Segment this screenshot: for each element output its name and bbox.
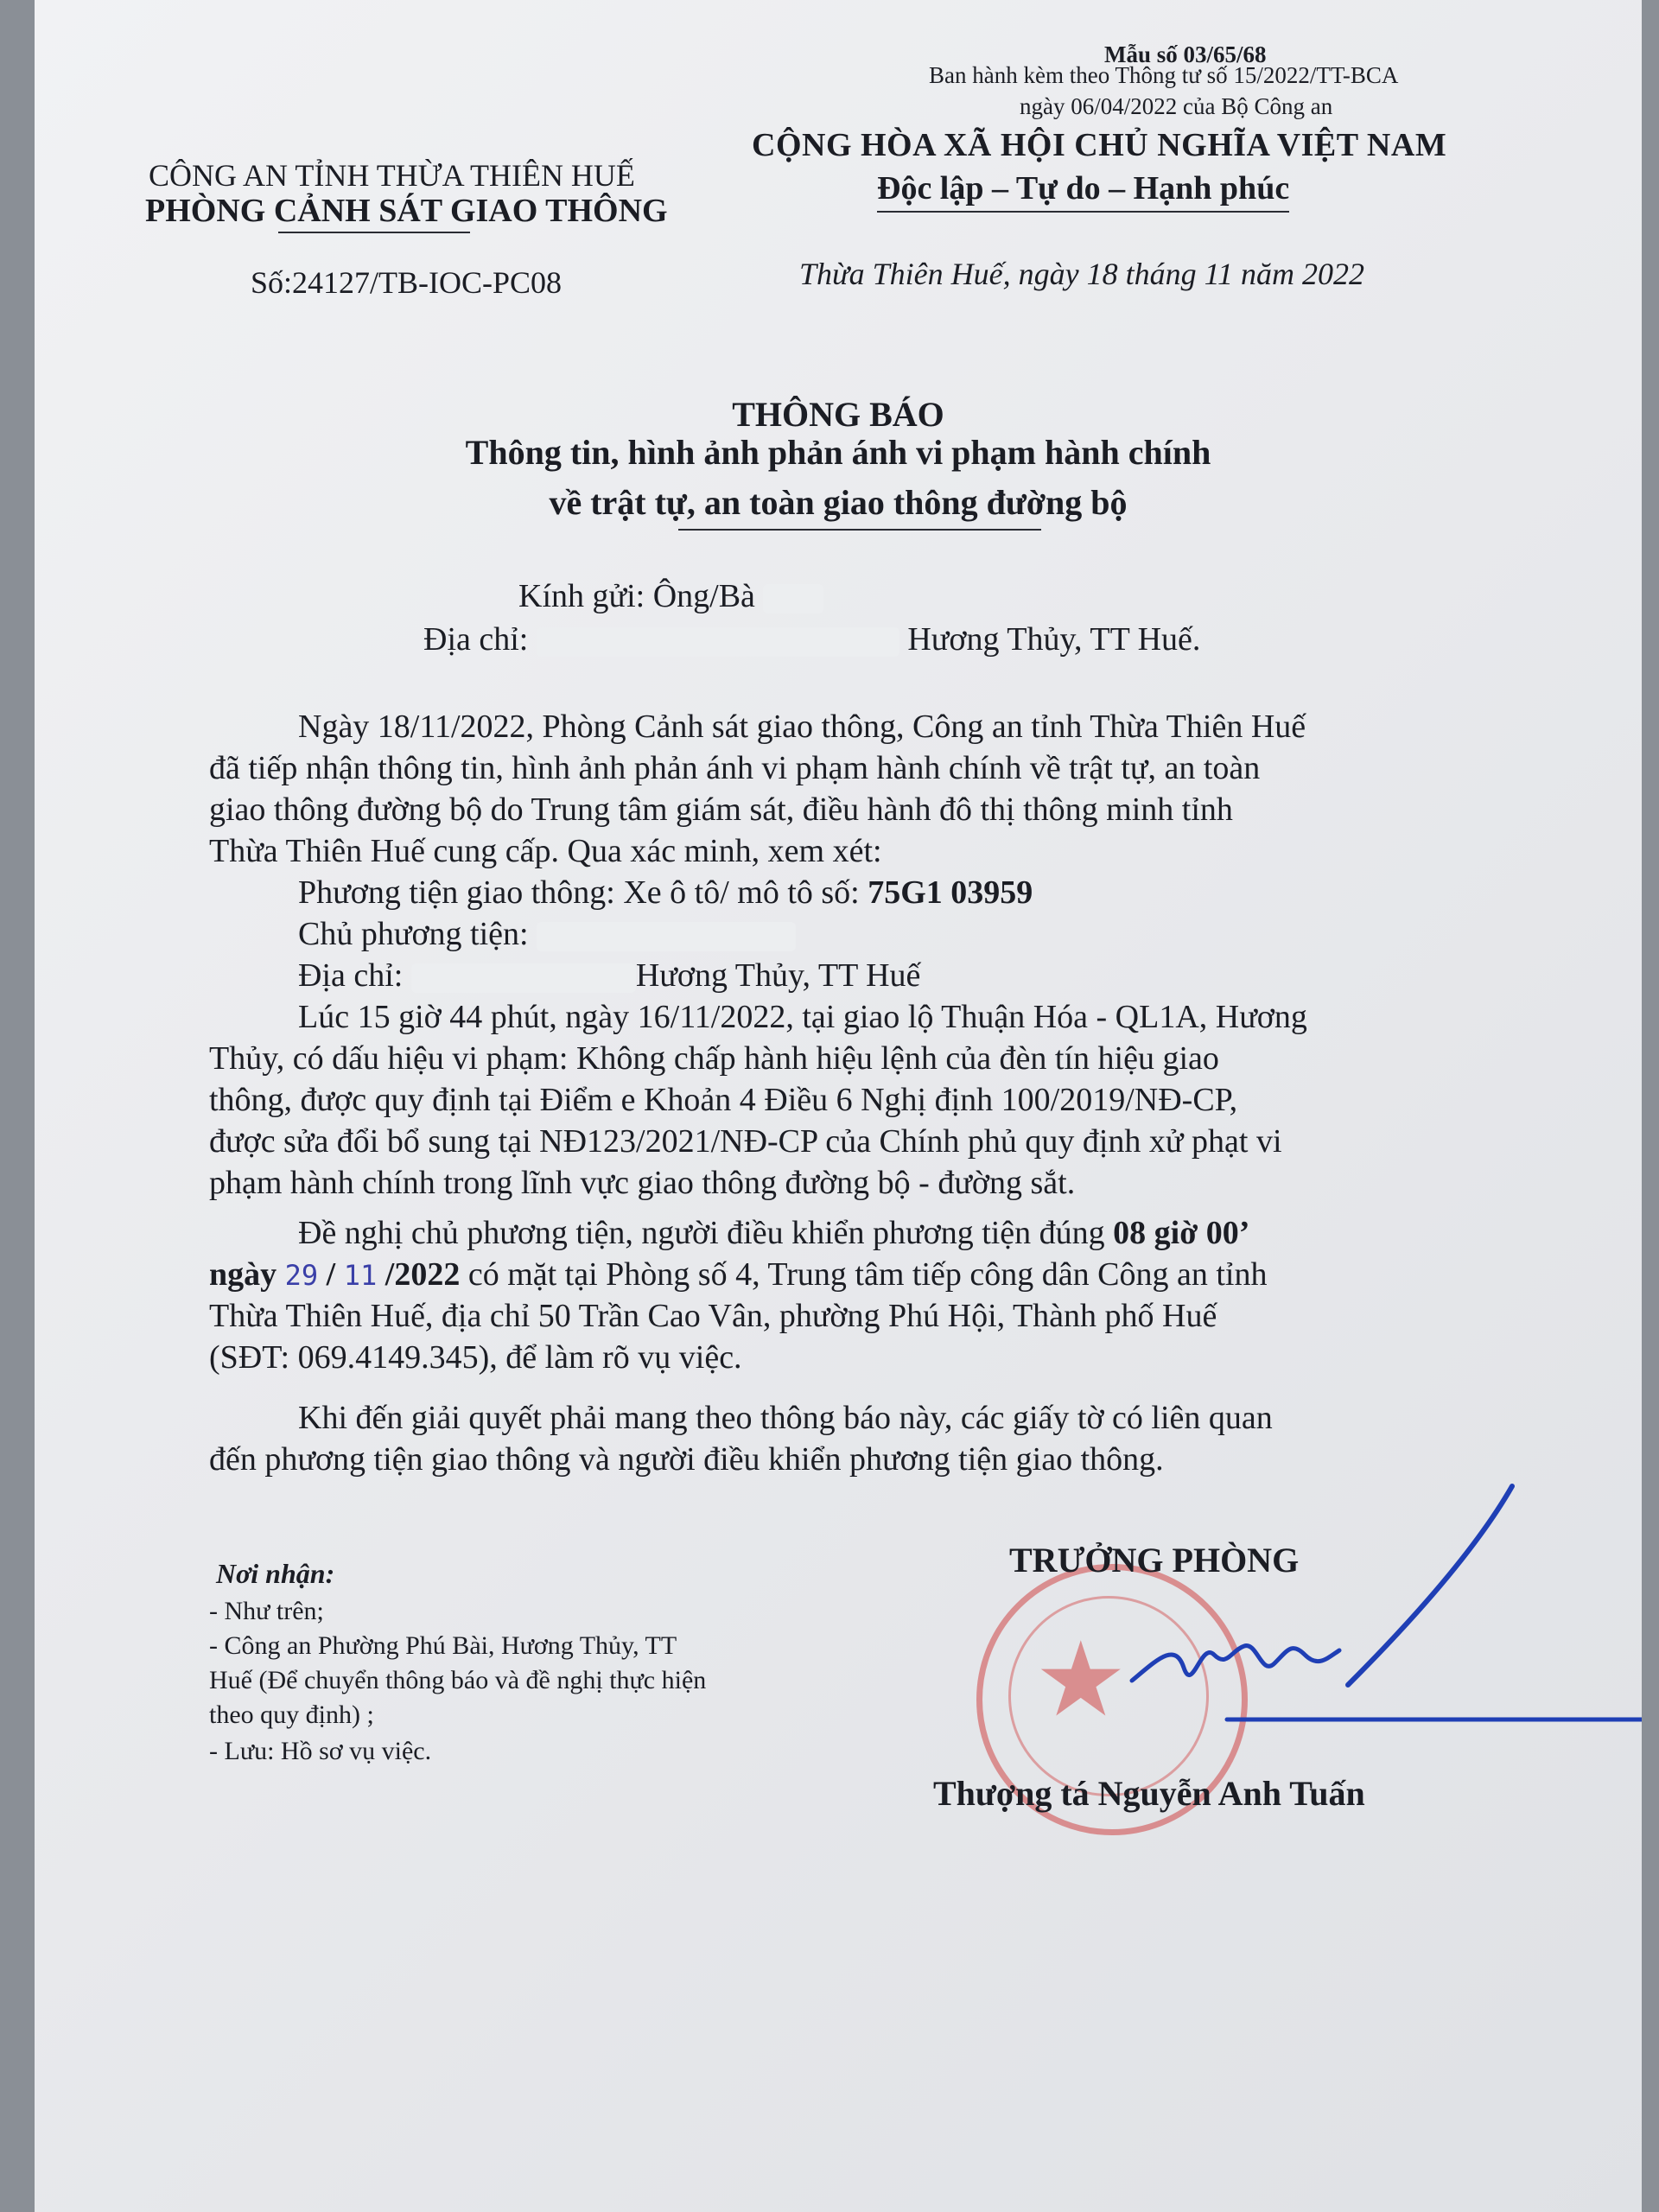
recipient-item: - Như trên;	[209, 1597, 324, 1625]
appointment-date-line: ngày 29 / 11 /2022 có mặt tại Phòng số 4, Trung tâm tiếp công dân Công an tỉnh	[209, 1256, 1268, 1293]
redacted-address	[537, 627, 899, 657]
recipients-heading: Nơi nhận:	[216, 1558, 335, 1589]
body-line: Thừa Thiên Huế cung cấp. Qua xác minh, xem xét:	[209, 833, 882, 869]
recipient-line	[518, 577, 823, 615]
date-label: ngày	[209, 1256, 277, 1293]
body-line: Ngày 18/11/2022, Phòng Cảnh sát giao thông, Công an tỉnh Thừa Thiên Huế	[298, 709, 1306, 745]
form-number: Mẫu số 03/65/68	[1104, 41, 1267, 67]
body-line: (SĐT: 069.4149.345), để làm rõ vụ việc.	[209, 1339, 742, 1376]
recipient-item: theo quy định) ;	[209, 1700, 374, 1729]
document-subtitle-line1: Thông tin, hình ảnh phản ánh vi phạm hành chính	[465, 433, 1211, 472]
place-and-date: Thừa Thiên Huế, ngày 18 tháng 11 năm 2022	[799, 257, 1364, 291]
body-line: Khi đến giải quyết phải mang theo thông báo này, các giấy tờ có liên quan	[298, 1400, 1273, 1436]
redacted-owner-address	[411, 963, 636, 993]
title-underline	[678, 529, 1041, 531]
recipient-label: Kính gửi: Ông/Bà	[518, 578, 755, 614]
address-label: Địa chỉ:	[423, 621, 529, 658]
vehicle-label: Phương tiện giao thông: Xe ô tô/ mô tô số:	[298, 874, 868, 911]
document-title: THÔNG BÁO	[732, 395, 944, 434]
owner-address-label: Địa chỉ:	[298, 957, 404, 994]
national-motto: Độc lập – Tự do – Hạnh phúc	[877, 169, 1289, 213]
owner-address-line	[298, 956, 920, 995]
owner-address-visible: Hương Thủy, TT Huế	[635, 957, 921, 994]
issued-basis-line2: ngày 06/04/2022 của Bộ Công an	[1020, 93, 1333, 119]
handwritten-month: 11	[343, 1259, 378, 1292]
owner-line	[298, 914, 796, 954]
body-line: đến phương tiện giao thông và người điều khiển phương tiện giao thông.	[209, 1441, 1164, 1478]
country-name: CỘNG HÒA XÃ HỘI CHỦ NGHĨA VIỆT NAM	[752, 127, 1447, 163]
document-page	[35, 0, 1642, 2212]
request-line	[298, 1213, 1249, 1253]
handwritten-signature	[1028, 1469, 1642, 1797]
signer-name: Thượng tá Nguyễn Anh Tuấn	[933, 1774, 1365, 1813]
body-line: thông, được quy định tại Điểm e Khoản 4 Điều 6 Nghị định 100/2019/NĐ-CP,	[209, 1082, 1238, 1118]
appointment-year: /2022	[385, 1256, 461, 1293]
owner-label: Chủ phương tiện:	[298, 916, 529, 952]
vehicle-plate: 75G1 03959	[868, 874, 1033, 911]
vehicle-line	[298, 873, 1033, 912]
handwritten-day: 29	[284, 1259, 319, 1292]
body-line: Thủy, có dấu hiệu vi phạm: Không chấp hành hiệu lệnh của đèn tín hiệu giao	[209, 1040, 1219, 1077]
body-line: phạm hành chính trong lĩnh vực giao thông đường bộ - đường sắt.	[209, 1165, 1076, 1201]
body-line: Lúc 15 giờ 44 phút, ngày 16/11/2022, tại giao lộ Thuận Hóa - QL1A, Hương	[298, 999, 1307, 1035]
signer-title: TRƯỞNG PHÒNG	[1009, 1541, 1300, 1580]
address-visible: Hương Thủy, TT Huế.	[907, 621, 1201, 658]
document-subtitle-line2: về trật tự, an toàn giao thông đường bộ	[549, 483, 1128, 522]
recipient-item: - Công an Phường Phú Bài, Hương Thủy, TT	[209, 1631, 677, 1660]
document-number: Số:24127/TB-IOC-PC08	[251, 265, 563, 300]
recipient-item: Huế (Để chuyển thông báo và đề nghị thực hiện	[209, 1666, 707, 1694]
star-icon: ★	[1034, 1620, 1128, 1740]
recipient-item: - Lưu: Hồ sơ vụ việc.	[209, 1737, 432, 1765]
issuing-department: PHÒNG CẢNH SÁT GIAO THÔNG	[145, 193, 668, 229]
redacted-owner	[537, 922, 796, 951]
body-line: Thừa Thiên Huế, địa chỉ 50 Trần Cao Vân, phường Phú Hội, Thành phố Huế	[209, 1298, 1217, 1334]
appointment-location: có mặt tại Phòng số 4, Trung tâm tiếp công dân Công an tỉnh	[460, 1256, 1268, 1293]
issued-basis-line1: Ban hành kèm theo Thông tư số 15/2022/TT-BCA	[929, 62, 1399, 88]
redacted-name	[763, 584, 823, 613]
recipient-address-line	[423, 620, 1200, 658]
body-line: được sửa đổi bổ sung tại NĐ123/2021/NĐ-CP của Chính phủ quy định xử phạt vi	[209, 1123, 1282, 1160]
body-line: đã tiếp nhận thông tin, hình ảnh phản ánh vi phạm hành chính về trật tự, an toàn	[209, 750, 1261, 786]
appointment-time: 08 giờ 00’	[1113, 1215, 1250, 1251]
issuing-agency: CÔNG AN TỈNH THỪA THIÊN HUẾ	[149, 158, 635, 193]
request-text: Đề nghị chủ phương tiện, người điều khiển phương tiện đúng	[298, 1215, 1114, 1251]
body-line: giao thông đường bộ do Trung tâm giám sát, điều hành đô thị thông minh tỉnh	[209, 791, 1233, 828]
department-underline	[278, 232, 470, 233]
